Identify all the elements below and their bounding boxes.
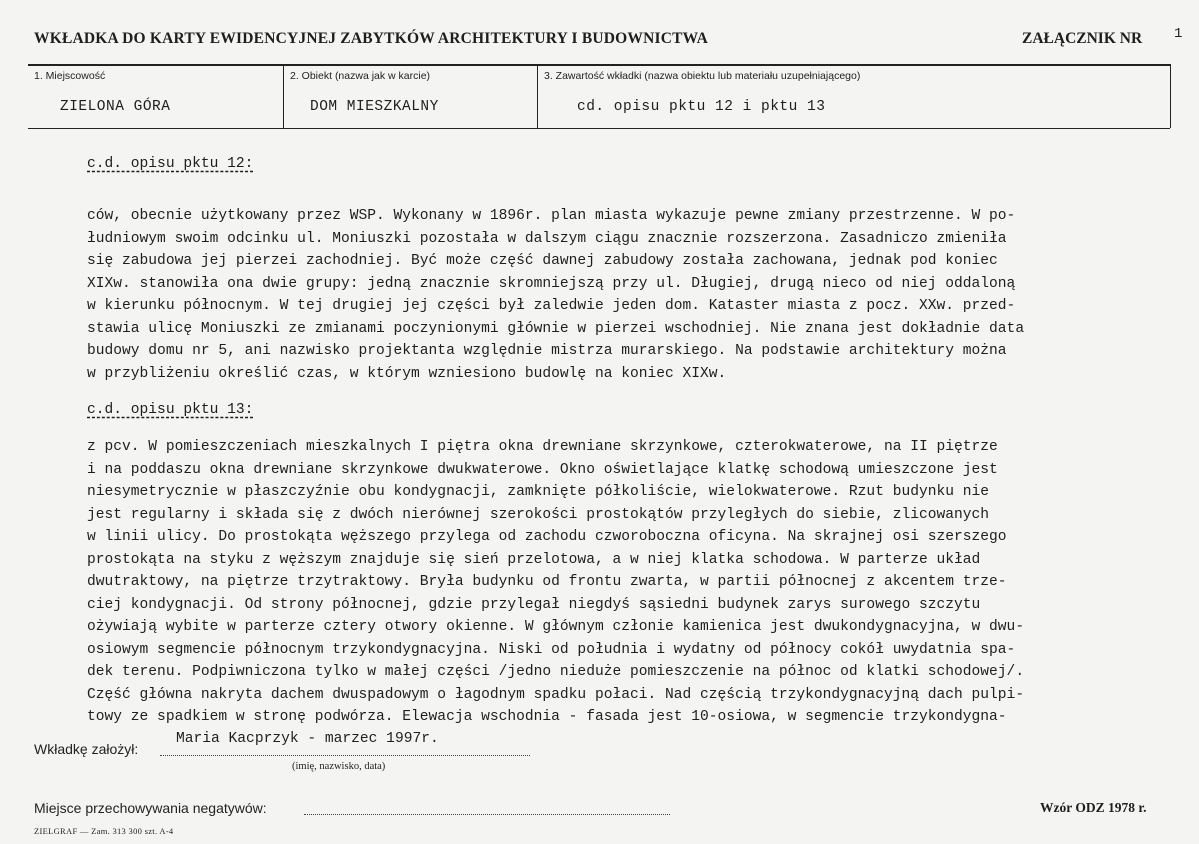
text-line: prostokąta na styku z węższym znajduje się sień przelotowa, a w niej klatka schodowa. W parterze układ [87,551,981,568]
created-by-caption: (imię, nazwisko, data) [292,761,386,772]
text-line: w przybliżeniu określić czas, w którym wzniesiono budowlę na koniec XIXw. [87,365,727,382]
negatives-label: Miejsce przechowywania negatywów: [34,800,267,816]
field-divider [537,64,538,128]
section-13-body [87,436,1172,729]
top-rule [28,64,1170,66]
field-content-value: cd. opisu pktu 12 i pktu 13 [577,99,826,115]
text-line: jest regularny i składa się z dwóch nierównej szerokości prostokątów przyległych do siebie, zlicowanych [87,506,990,523]
text-line: budowy domu nr 5, ani nazwisko projektanta względnie mistrza murarskiego. Na podstawie architektury można [87,343,1007,359]
printer-note: ZIELGRAF — Zam. 313 300 szt. A-4 [34,826,174,836]
field-locality-label: 1. Miejscowość [34,70,106,82]
section-12-heading: c.d. opisu pktu 12: [87,156,254,172]
text-line: i na poddaszu okna drewniane skrzynkowe dwukwaterowe. Okno oświetlające klatkę schodową umieszczone jest [87,461,998,478]
text-line: ców, obecnie użytkowany przez WSP. Wykonany w 1896r. plan miasta wykazuje pewne zmiany przestrzenne. W po- [87,208,1016,224]
field-object-value: DOM MIESZKALNY [310,99,439,115]
text-line: z pcv. W pomieszczeniach mieszkalnych I piętra okna drewniane skrzynkowe, czterokwaterowe, na II piętrze [87,439,998,455]
text-line: XIXw. stanowiła ona dwie grupy: jedną znacznie skromniejszą przy ul. Długiej, drugą nieco od niej oddaloną [87,275,1016,292]
text-line: w linii ulicy. Do prostokąta węższego przylega od zachodu czworoboczna oficyna. Na skrajnej osi szerszego [87,529,1007,545]
created-by-dotline [160,755,530,756]
text-line: Część główna nakryta dachem dwuspadowym o łagodnym spadku połaci. Nad częścią trzykondygnacyjną dach pulpi- [87,686,1025,703]
text-line: stawia ulicę Moniuszki ze zmianami poczynionymi głównie w pierzei wschodniej. Nie znana jest dokładnie data [87,320,1025,337]
text-line: dek terenu. Podpiwniczona tylko w małej części /jedno nieduże pomieszczenie na północ od klatki schodowej/. [87,664,1025,680]
text-line: osiowym segmencie północnym trzykondygnacyjna. Niski od południa i wydatny od północy cokół uwydatnia spa- [87,641,1016,658]
annex-number: 1 [1174,26,1183,42]
text-line: łudniowym swoim odcinku ul. Moniuszki pozostała w dalszym ciągu znacznie rozszerzona. Zasadniczo zmieniła [87,230,1007,247]
form-template-code: Wzór ODZ 1978 r. [1040,800,1147,815]
field-object-label: 2. Obiekt (nazwa jak w karcie) [290,70,431,82]
text-line: się zabudowa jej pierzei zachodniej. Być może część dawnej zabudowy została zachowana, jednak pod koniec [87,253,998,269]
created-by-label: Wkładkę założył: [34,741,139,757]
text-line: w kierunku północnym. W tej drugiej jej części był zaledwie jeden dom. Kataster miasta z pocz. XXw. przed- [87,298,1016,314]
fields-bottom-rule [28,128,1170,129]
created-by-value: Maria Kacprzyk - marzec 1997r. [176,731,439,747]
text-line: niesymetrycznie w płaszczyźnie obu kondygnacji, zamknięte półkoliście, wielokwaterowe. Rzut budynku nie [87,484,990,500]
text-line: dwutraktowy, na piętrze trzytraktowy. Bryła budynku od frontu zwarta, w partii północnej z akcentem trze- [87,574,1007,590]
negatives-dotline [304,814,670,815]
field-locality-value: ZIELONA GÓRA [60,99,171,115]
annex-label: ZAŁĄCZNIK NR [1022,30,1143,47]
text-line: ciej kondygnacji. Od strony północnej, gdzie przylegał niegdyś sąsiedni budynek zarys surowego szczytu [87,596,981,613]
form-title: WKŁADKA DO KARTY EWIDENCYJNEJ ZABYTKÓW ARCHITEKTURY I BUDOWNICTWA [34,30,709,47]
field-content-label: 3. Zawartość wkładki (nazwa obiektu lub materiału uzupełniającego) [544,70,861,82]
text-line: towy ze spadkiem w stronę podwórza. Elewacja wschodnia - fasada jest 10-osiowa, w segmencie trzykondygna- [87,709,1007,725]
field-divider [1170,64,1171,128]
section-12-body [87,205,1172,385]
section-13-heading: c.d. opisu pktu 13: [87,402,254,418]
field-divider [283,64,284,128]
text-line: ożywiają wybite w parterze cztery otwory okienne. W głównym członie kamienica jest dwukondygnacyjna, w dwu- [87,619,1025,635]
